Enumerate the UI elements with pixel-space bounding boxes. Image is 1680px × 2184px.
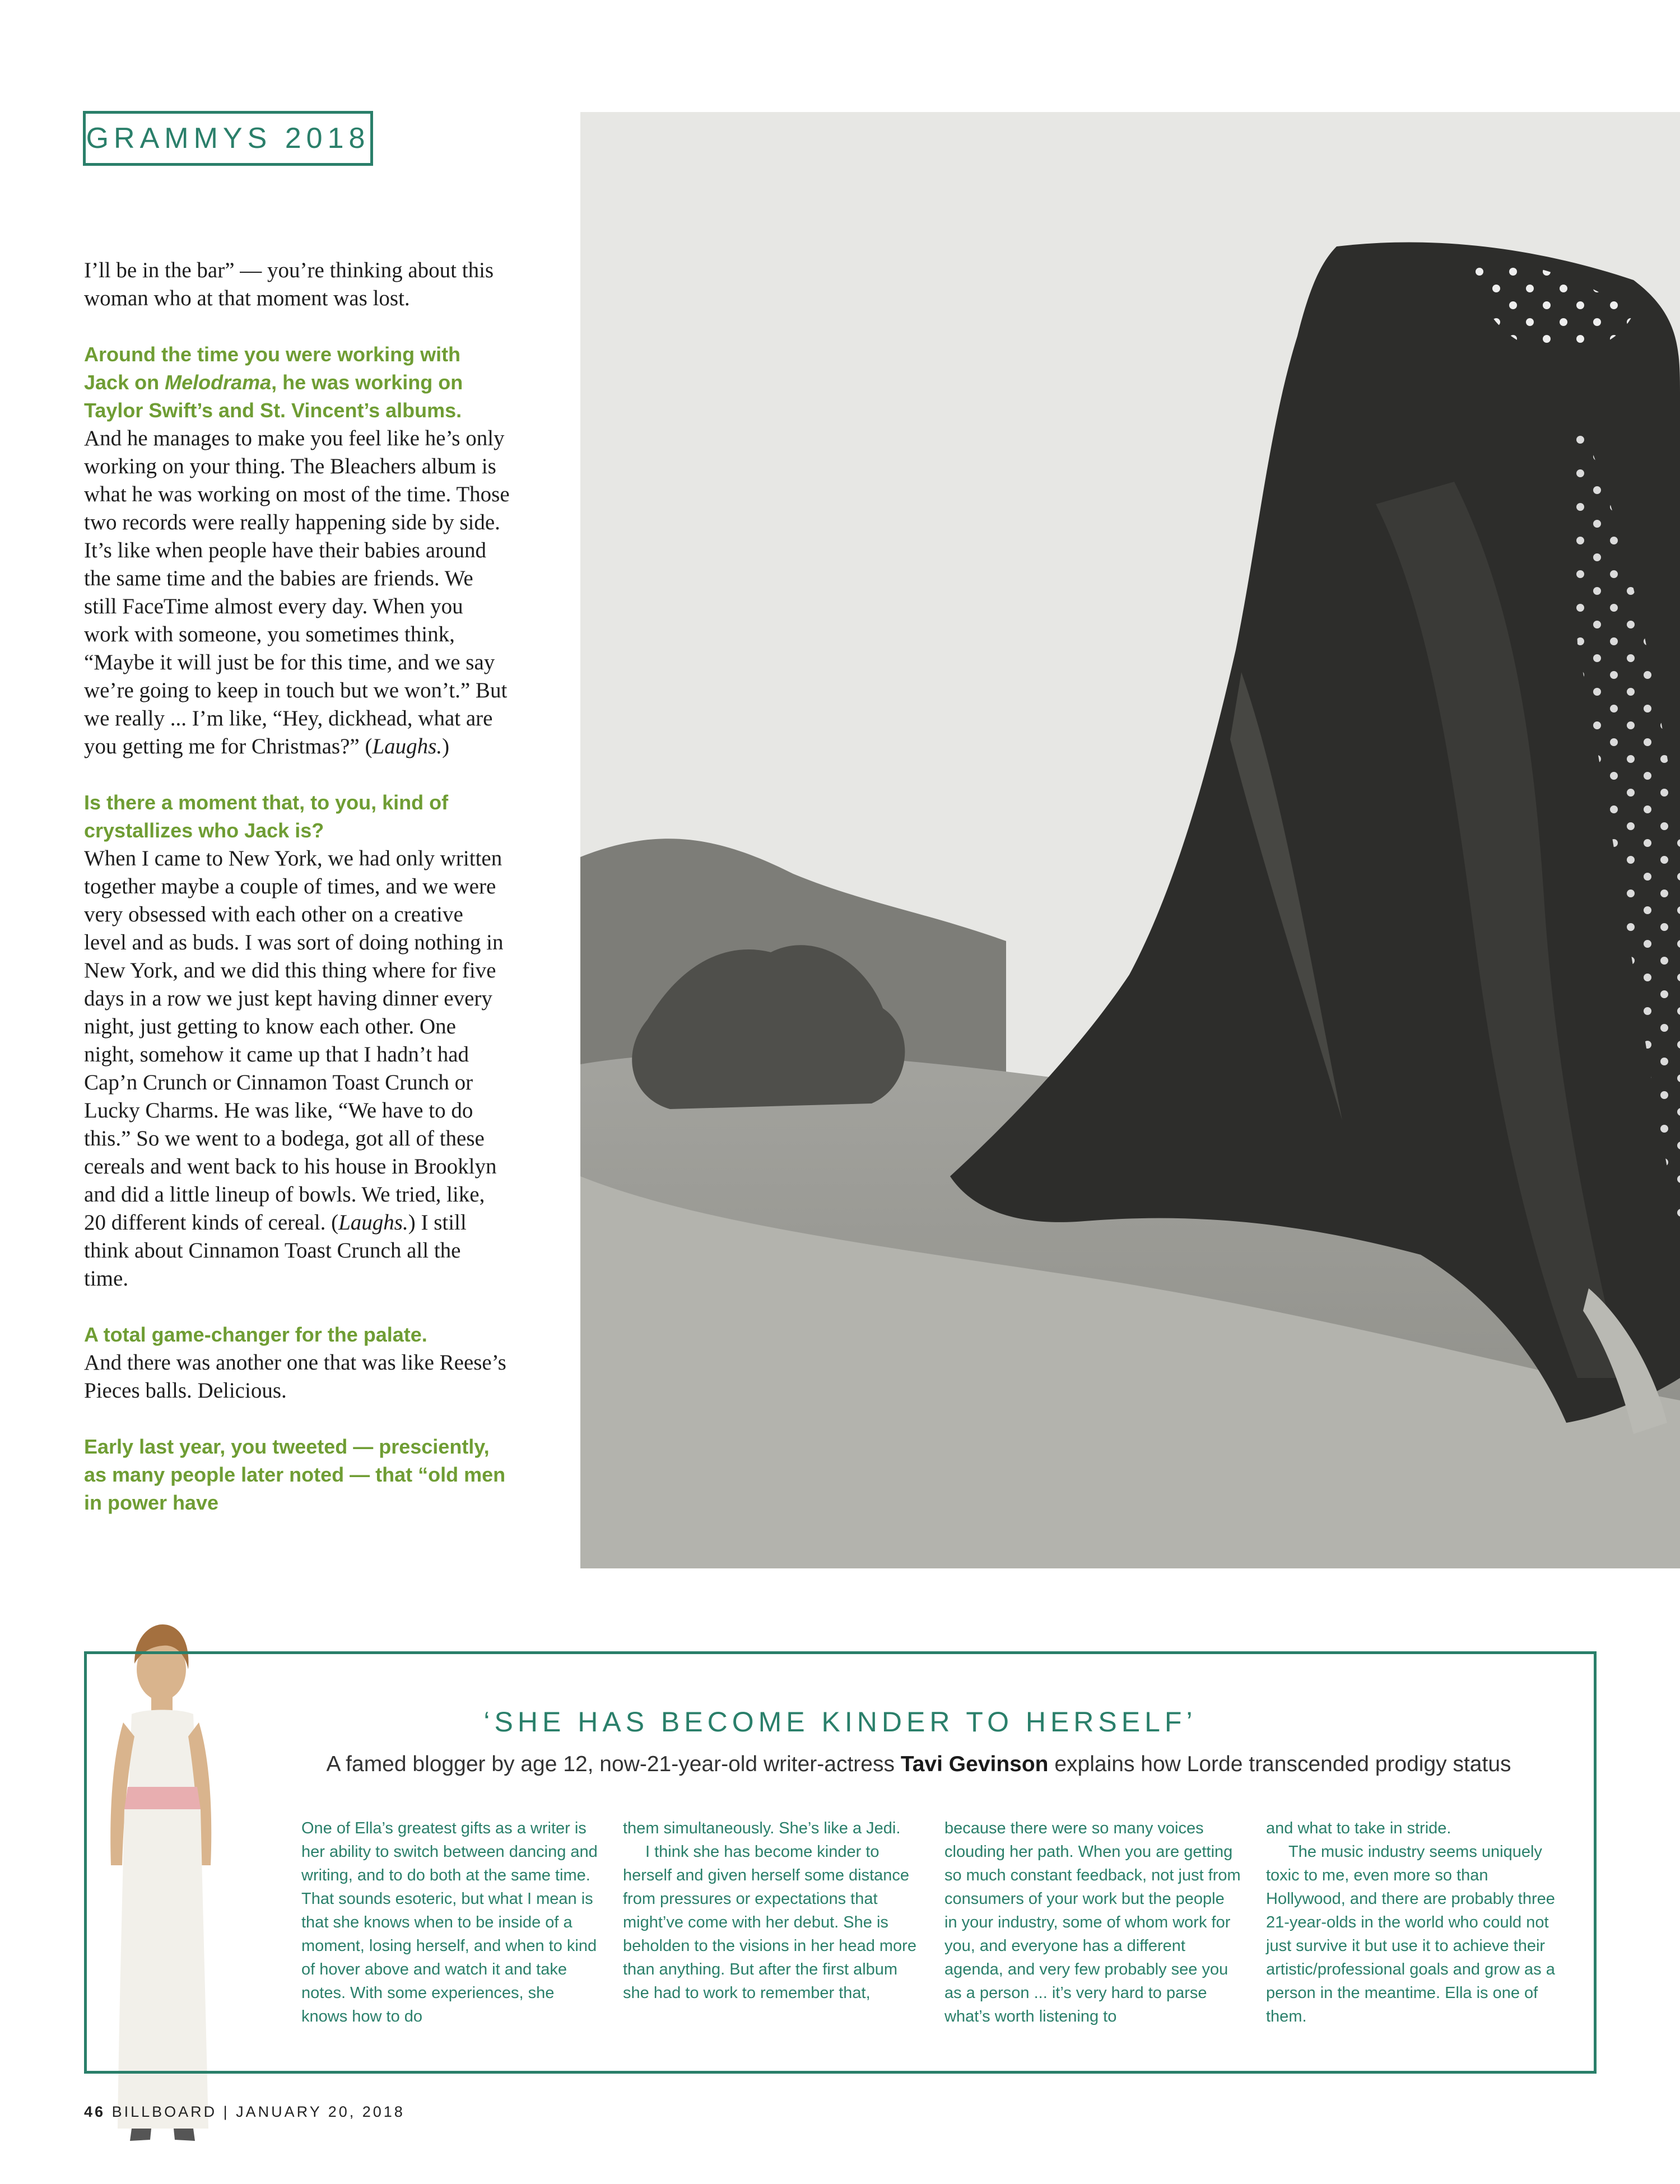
sidebar-column-4: and what to take in stride. The music industry seems uniquely toxic to me, even more so than Hollywood, and there are probably three 21-year-olds in the world who could not just survive it but use it to achieve their artistic/professional goals and grow as a person in the meantime. Ella is one of them. xyxy=(1266,1819,1555,2025)
sidebar-columns xyxy=(301,1817,1567,2028)
folio-separator: | xyxy=(223,2103,230,2120)
section-tag: GRAMMYS 2018 xyxy=(83,111,373,166)
photo xyxy=(580,112,1680,1568)
sidebar-column-1: One of Ella’s greatest gifts as a writer is her ability to switch between dancing and writing, and to do both at the same time. That sounds esoteric, but what I mean is that she knows when to be inside of a moment, losing herself, and when to kind of hover above and watch it and take notes. With some experiences, she knows how to do xyxy=(301,1819,598,2025)
question: Early last year, you tweeted — presciently, as many people later noted — that “old men in power have xyxy=(84,1435,506,1514)
publication-name: BILLBOARD xyxy=(111,2103,217,2120)
answer: And he manages to make you feel like he’s only working on your thing. The Bleachers album is what he was working on most of the time. Those two records were really happening side by side. It’s like when people have their babies around the same time and the babies are friends. We still FaceTime almost every day. When you work with someone, you sometimes think, “Maybe it will just be for this time, and we say we’re going to keep in touch but we won’t.” But we really ... I’m like, “Hey, dickhead, what are you getting me for Christmas?” (Laughs.) xyxy=(84,426,510,758)
folio xyxy=(84,2103,405,2121)
sidebar-column-3: because there were so many voices clouding her path. When you are getting so much constant feedback, not just from consumers of your work but the people in your industry, some of whom work for you, and everyone has a different agenda, and very few probably see you as a person ... it’s very hard to parse what’s worth listening to xyxy=(944,1819,1241,2025)
qa-block xyxy=(84,341,510,761)
qa-block xyxy=(84,1433,510,1517)
sidebar-box xyxy=(84,1651,1597,2074)
photo-illustration xyxy=(580,112,1680,1568)
answer: And there was another one that was like Reese’s Pieces balls. Delicious. xyxy=(84,1351,506,1403)
author-name: Tavi Gevinson xyxy=(900,1752,1049,1776)
qa-block xyxy=(84,789,510,1293)
question: A total game-changer for the palate. xyxy=(84,1323,427,1346)
sidebar-column-2: them simultaneously. She’s like a Jedi. I think she has become kinder to herself and given herself some distance from pressures or expectations that might’ve come with her debut. She is beholden to the visions in her head more than anything. But after the first album she had to work to remember that, xyxy=(623,1819,916,2002)
sidebar-title: ‘SHE HAS BECOME KINDER TO HERSELF’ xyxy=(483,1706,1197,1738)
sidebar-dek: A famed blogger by age 12, now-21-year-old writer-actress Tavi Gevinson explains how Lorde transcended prodigy status xyxy=(326,1752,1511,1776)
qa-block xyxy=(84,1321,510,1405)
answer: When I came to New York, we had only written together maybe a couple of times, and we were very obsessed with each other on a creative level and as buds. I was sort of doing nothing in New York, and we did this thing where for five days in a row we just kept having dinner every night, just getting to know each other. One night, somehow it came up that I hadn’t had Cap’n Crunch or Cinnamon Toast Crunch or Lucky Charms. He was like, “We have to do this.” So we went to a bodega, got all of these cereals and went back to his house in Brooklyn and did a little lineup of bowls. We tried, like, 20 different kinds of cereal. (Laughs.) I still think about Cinnamon Toast Crunch all the time. xyxy=(84,846,504,1291)
issue-date: JANUARY 20, 2018 xyxy=(236,2103,405,2120)
article-body xyxy=(84,257,510,1545)
question: Is there a moment that, to you, kind of crystallizes who Jack is? xyxy=(84,791,449,842)
question: Around the time you were working with Jack on Melodrama, he was working on Taylor Swift’s and St. Vincent’s albums. xyxy=(84,343,463,422)
page-number: 46 xyxy=(84,2103,106,2120)
paragraph: I’ll be in the bar” — you’re thinking about this woman who at that moment was lost. xyxy=(84,258,494,310)
